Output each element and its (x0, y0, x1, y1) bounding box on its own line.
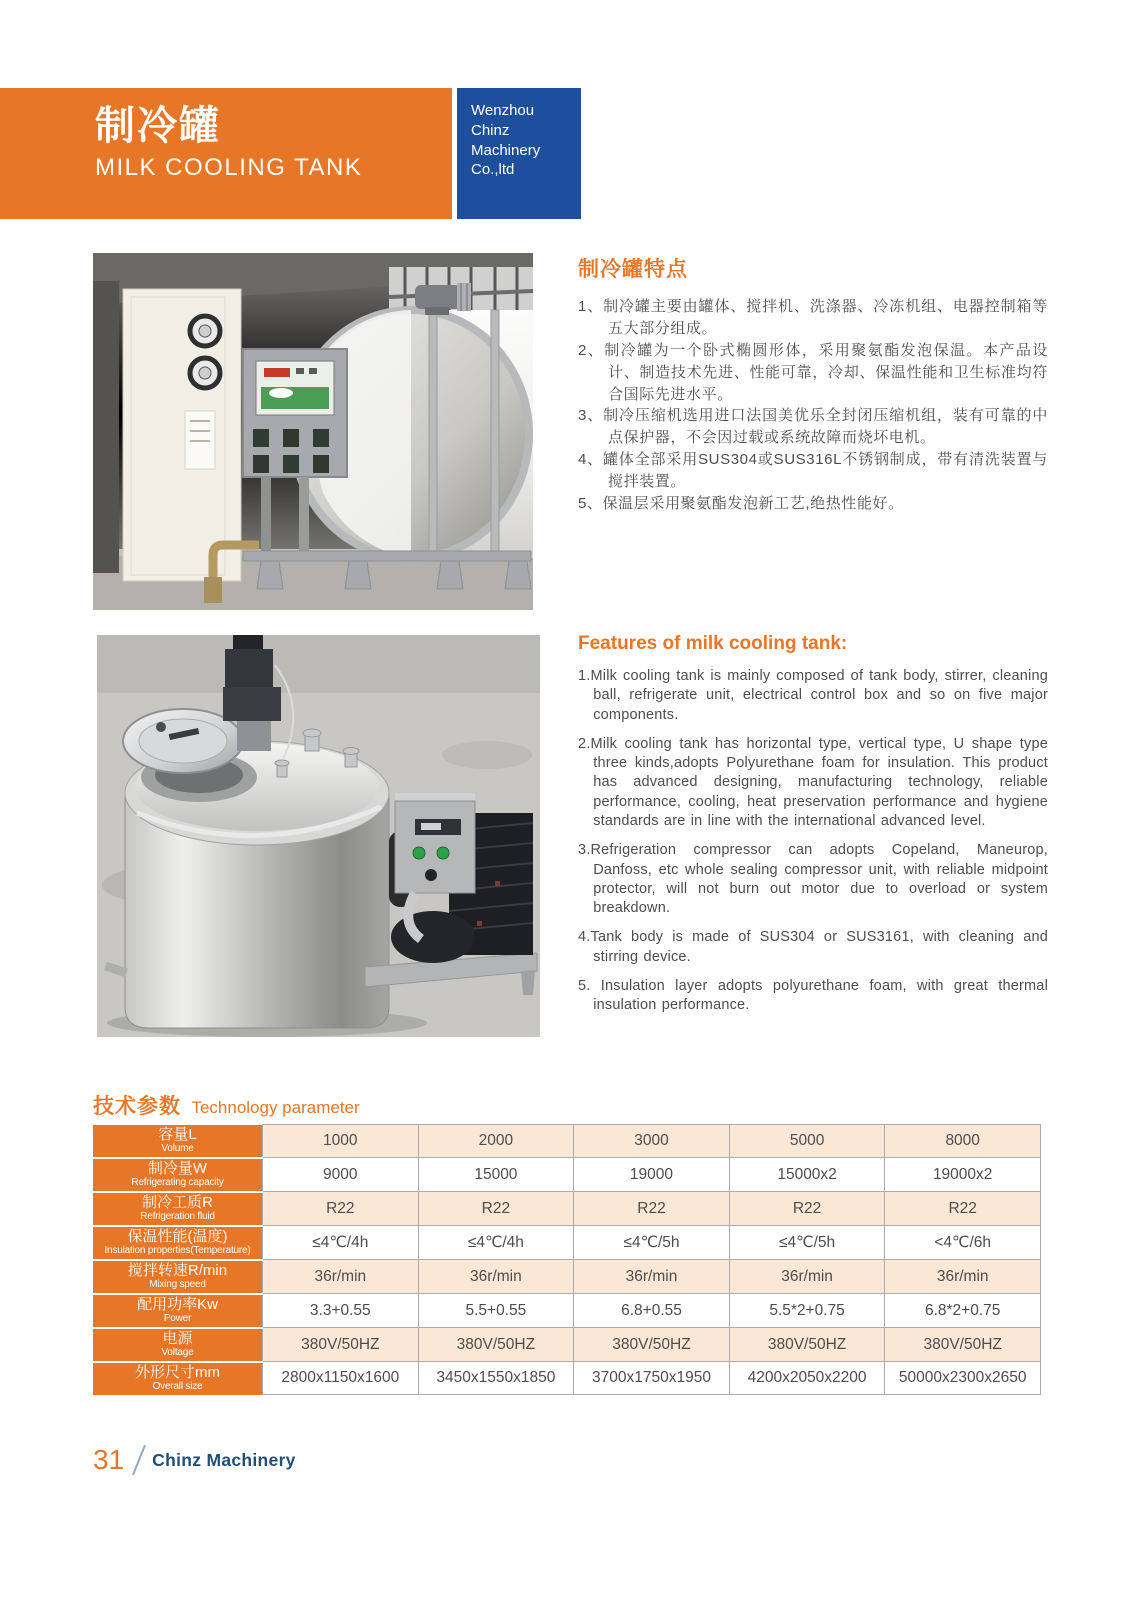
parameter-label-zh: 搅拌转速R/min (127, 1262, 228, 1280)
parameter-label-cell (93, 1192, 263, 1226)
parameter-value-cell: 4200x2050x2200 (729, 1362, 885, 1395)
parameter-label-en: Power (163, 1313, 192, 1325)
features-section-en (578, 633, 1048, 1026)
parameter-row (93, 1125, 1041, 1158)
parameter-value-cell: 50000x2300x2650 (885, 1362, 1041, 1395)
parameter-value-cell: 2000 (418, 1125, 574, 1158)
stainless-band (491, 310, 499, 558)
company-name-line: Co.,ltd (471, 161, 515, 179)
parameter-value-cell: 5.5+0.55 (418, 1294, 574, 1328)
parameter-value-cell: 8000 (885, 1125, 1041, 1158)
parameters-table-body (93, 1125, 1041, 1395)
parameter-row (93, 1226, 1041, 1260)
parameter-value-cell: 36r/min (574, 1260, 730, 1294)
parameter-label-zh: 保温性能(温度) (127, 1228, 228, 1246)
parameter-value-cell: <4℃/6h (885, 1226, 1041, 1260)
feature-item-zh: 4、罐体全部采用SUS304或SUS316L不锈钢制成，带有清洗装置与搅拌装置。 (578, 451, 1048, 491)
parameter-label-en: Voltage (161, 1347, 194, 1359)
feature-item-zh: 3、制冷压缩机选用进口法国美优乐全封闭压缩机组，装有可靠的中点保护器，不会因过载或系统故障而烧坏电机。 (578, 407, 1048, 447)
vertical-milk-cooling-tank-photo (97, 635, 540, 1037)
parameter-label-zh: 制冷工质R (142, 1194, 213, 1212)
green-button (413, 847, 425, 859)
parameter-value-cell: 5.5*2+0.75 (729, 1294, 885, 1328)
company-badge (457, 88, 581, 219)
parameter-value-cell: 3000 (574, 1125, 730, 1158)
parameter-value-cell: 380V/50HZ (263, 1328, 419, 1362)
parameter-value-cell: 15000x2 (729, 1158, 885, 1192)
parameter-row (93, 1328, 1041, 1362)
footer-slash-divider (132, 1445, 146, 1475)
parameter-value-cell: 2800x1150x1600 (263, 1362, 419, 1395)
control-cabinet (123, 289, 259, 603)
feature-item-zh: 2、制冷罐为一个卧式椭圆形体，采用聚氨酯发泡保温。本产品设计、制造技术先进、性能可靠，冷却、保温性能和卫生标准均符合国际先进水平。 (578, 341, 1048, 403)
features-section-zh (578, 253, 1048, 515)
parameter-value-cell: ≤4℃/5h (574, 1226, 730, 1260)
parameter-value-cell: 36r/min (729, 1260, 885, 1294)
parameter-value-cell: 3450x1550x1850 (418, 1362, 574, 1395)
parameter-label-cell (93, 1158, 263, 1192)
company-name-line: Wenzhou (471, 102, 535, 119)
temperature-display (264, 368, 290, 377)
feature-item-en: 5. Insulation layer adopts polyurethane foam, with great thermal insulation performance. (578, 977, 1048, 1014)
parameter-value-cell: R22 (885, 1192, 1041, 1226)
parameter-label-en: Insulation properties(Temperature) (104, 1245, 251, 1257)
parameter-row (93, 1362, 1041, 1395)
parameter-value-cell: 380V/50HZ (574, 1328, 730, 1362)
page-title-zh: 制冷罐 (95, 104, 221, 148)
parameter-value-cell: R22 (574, 1192, 730, 1226)
parameter-label-cell (93, 1226, 263, 1260)
parameters-title (93, 1090, 360, 1120)
unit-control-box (395, 793, 475, 893)
page-title-en: MILK COOLING TANK (95, 154, 363, 181)
parameter-value-cell: 36r/min (418, 1260, 574, 1294)
floor-stain (442, 741, 532, 769)
parameter-label-cell (93, 1294, 263, 1328)
parameter-value-cell: 5000 (729, 1125, 885, 1158)
parameter-value-cell: R22 (263, 1192, 419, 1226)
parameters-title-zh: 技术参数 (93, 1095, 181, 1118)
parameter-label-zh: 外形尺寸mm (135, 1364, 220, 1382)
parameter-value-cell: 19000 (574, 1158, 730, 1192)
parameter-value-cell: 380V/50HZ (729, 1328, 885, 1362)
parameter-label-en: Mixing speed (149, 1279, 206, 1291)
parameter-label-cell (93, 1362, 263, 1395)
parameter-label-en: Refrigerating capacity (131, 1177, 224, 1189)
parameter-label-en: Overall size (152, 1381, 203, 1393)
parameter-value-cell: ≤4℃/5h (729, 1226, 885, 1260)
header-orange-block (0, 88, 452, 219)
parameters-title-en: Technology parameter (191, 1098, 360, 1117)
floor-far (97, 635, 540, 693)
feature-item-en: 3.Refrigeration compressor can adopts Copeland, Maneurop, Danfoss, etc whole sealing compressor unit, with reliable midpoint protector, will not burn out motor due to overload or system breakdown. (578, 842, 1048, 917)
parameter-value-cell: 1000 (263, 1125, 419, 1158)
green-button (437, 847, 449, 859)
feature-item-en: 2.Milk cooling tank has horizontal type, vertical type, U shape type three kinds,adopts Polyurethane foam for insulation. This product has advanced designing, manufacturing technology, reliable performance, cooling, heat preservation performance and hygiene standards are in line with the international advanced level. (578, 735, 1048, 829)
unit-foot (521, 970, 535, 995)
parameter-label-zh: 制冷量W (147, 1160, 208, 1178)
parameters-table (93, 1124, 1041, 1395)
parameter-row (93, 1260, 1041, 1294)
parameter-value-cell: ≤4℃/4h (263, 1226, 419, 1260)
parameter-label-zh: 电源 (162, 1330, 193, 1348)
company-name-line: Chinz (471, 121, 510, 139)
parameter-value-cell: 19000x2 (885, 1158, 1041, 1192)
stainless-band (429, 310, 437, 558)
features-title-en: Features of milk cooling tank: (578, 633, 848, 654)
feature-item-en: 4.Tank body is made of SUS304 or SUS3161, with cleaning and stirring device. (578, 929, 1048, 965)
company-name-line: Machinery (471, 141, 541, 159)
parameter-label-cell (93, 1328, 263, 1362)
parameter-label-en: Refrigeration fluid (140, 1211, 215, 1223)
features-list-en (578, 667, 1048, 1016)
parameter-value-cell: 15000 (418, 1158, 574, 1192)
parameter-value-cell: 3.3+0.55 (263, 1294, 419, 1328)
horizontal-milk-cooling-tank-photo (93, 253, 533, 610)
parameter-value-cell: 36r/min (885, 1260, 1041, 1294)
parameter-value-cell: 380V/50HZ (418, 1328, 574, 1362)
black-knob (425, 869, 437, 881)
page-number: 31 (93, 1444, 125, 1475)
parameter-value-cell: R22 (729, 1192, 885, 1226)
dark-wall-strip (93, 281, 119, 573)
parameter-row (93, 1192, 1041, 1226)
parameter-value-cell: 6.8*2+0.75 (885, 1294, 1041, 1328)
vertical-tank-illustration (97, 635, 540, 1037)
feature-item-en: 1.Milk cooling tank is mainly composed of tank body, stirrer, cleaning ball, refrigerate unit, electrical control box and so on five major components. (578, 668, 1048, 723)
parameter-label-en: Volume (161, 1143, 194, 1155)
page-footer (93, 1444, 296, 1476)
parameter-value-cell: 380V/50HZ (885, 1328, 1041, 1362)
parameter-value-cell: R22 (418, 1192, 574, 1226)
parameter-value-cell: 36r/min (263, 1260, 419, 1294)
feature-item-zh: 1、制冷罐主要由罐体、搅拌机、洗涤器、冷冻机组、电器控制箱等五大部分组成。 (578, 298, 1048, 337)
features-list-zh (578, 296, 1048, 515)
horizontal-tank-illustration (93, 253, 533, 610)
parameter-label-zh: 配用功率Kw (137, 1296, 218, 1314)
parameter-value-cell: 3700x1750x1950 (574, 1362, 730, 1395)
features-title-zh: 制冷罐特点 (578, 258, 688, 281)
parameter-value-cell: ≤4℃/4h (418, 1226, 574, 1260)
feature-item-zh: 5、保温层采用聚氨酯发泡新工艺,绝热性能好。 (578, 495, 904, 513)
parameter-label-zh: 容量L (158, 1126, 197, 1144)
parameter-row (93, 1158, 1041, 1192)
parameter-row (93, 1294, 1041, 1328)
parameter-value-cell: 9000 (263, 1158, 419, 1192)
footer-brand: Chinz Machinery (152, 1449, 296, 1470)
parameter-label-cell (93, 1260, 263, 1294)
parameter-value-cell: 6.8+0.55 (574, 1294, 730, 1328)
parameter-label-cell (93, 1125, 263, 1158)
